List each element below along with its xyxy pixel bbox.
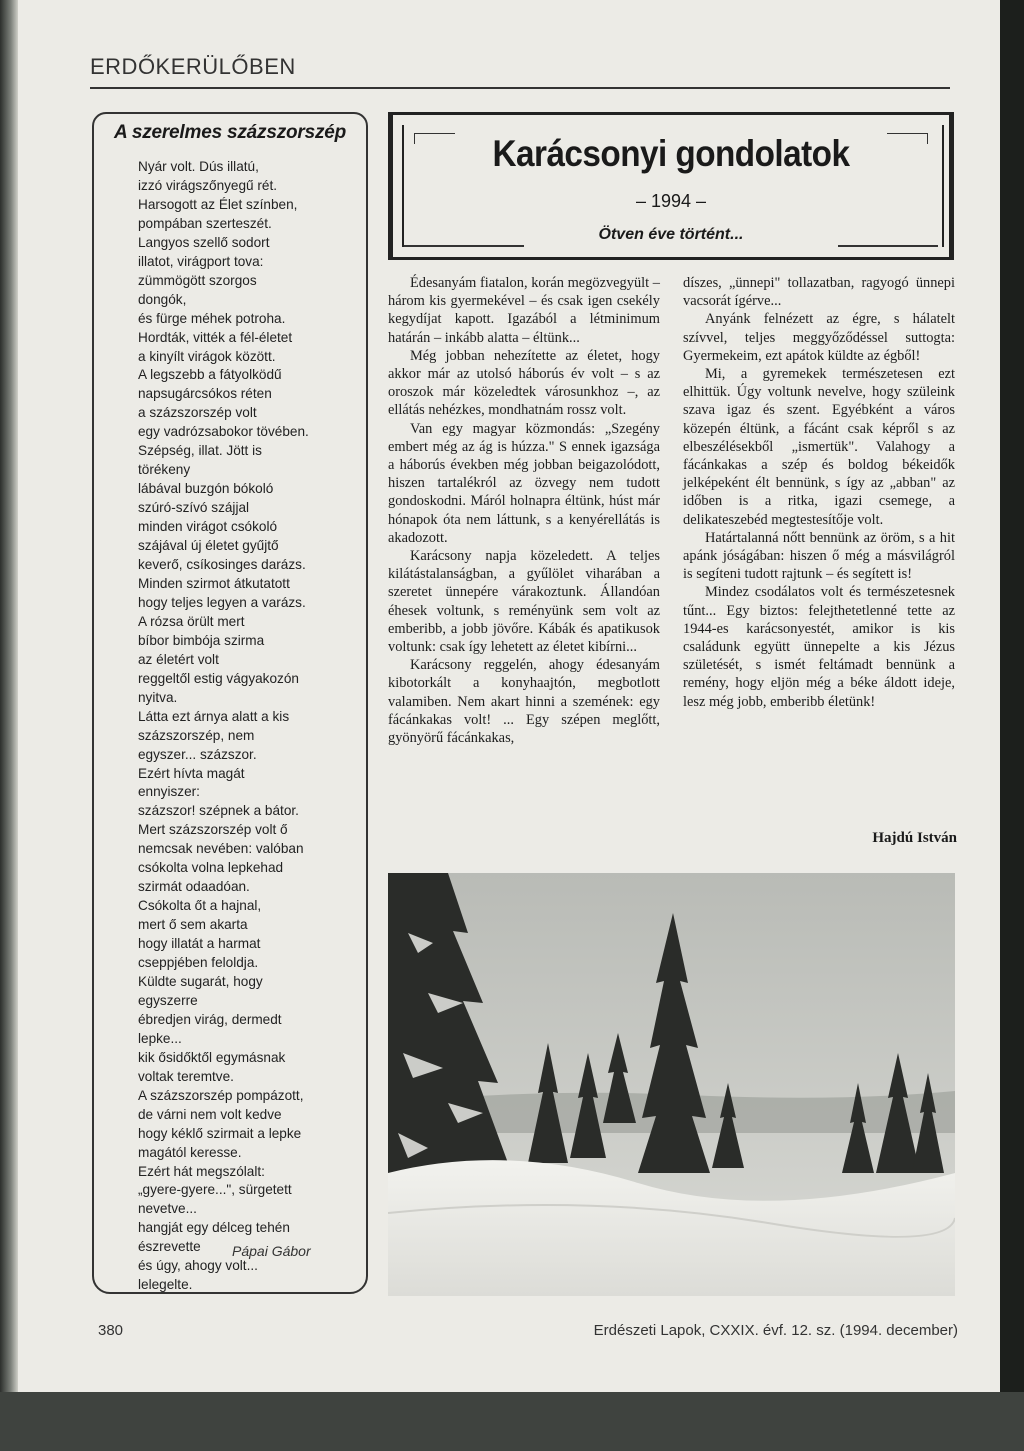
poem-line: egyszerre: [138, 992, 198, 1008]
poem-line: Minden szirmot átkutatott: [138, 575, 290, 591]
poem-line: ennyiszer:: [138, 784, 200, 800]
article-paragraph: díszes, „ünnepi" tollazatban, ragyogó ünnepi vacsorát ígérve...: [683, 275, 955, 310]
poem-line: lelegelte.: [138, 1277, 193, 1293]
scan-edge: [1000, 0, 1024, 1392]
poem-line: dongók,: [138, 291, 187, 307]
poem-line: Szépség, illat. Jött is: [138, 443, 262, 459]
poem-line: hogy kéklő szirmait a lepke: [138, 1125, 302, 1141]
poem-line: Harsogott az Élet színben,: [138, 196, 298, 212]
book-spine: [0, 0, 18, 1451]
poem-line: mert ő sem akarta: [138, 917, 248, 933]
article-column-2: [683, 274, 955, 711]
poem-line: a kinyílt virágok között.: [138, 348, 276, 364]
scan-background: [0, 1392, 1024, 1451]
poem-line: törékeny: [138, 462, 191, 478]
poem-line: Nyár volt. Dús illatú,: [138, 159, 259, 174]
poem-line: Ezért hívta magát: [138, 765, 245, 781]
poem-line: izzó virágszőnyegű rét.: [138, 177, 278, 193]
poem-line: kik ősidőktől egymásnak: [138, 1049, 286, 1065]
article-subtitle: Ötven éve történt...: [598, 226, 744, 243]
article-paragraph: Karácsony reggelén, ahogy édesanyám kibotorkált a konyhaajtón, megbotlott valamiben. Nem akart hinni a szemének: egy fácánkakas volt! ... Egy szépen meglőtt, gyönyörű fácánkakas,: [388, 657, 660, 747]
poem-line: pompában szerteszét.: [138, 215, 272, 231]
poem-line: szúró-szívó szájjal: [138, 500, 250, 516]
poem-line: Langyos szellő sodort: [138, 234, 270, 250]
poem-line: A százszorszép pompázott,: [138, 1087, 304, 1103]
poem-line: százszor! szépnek a bátor.: [138, 803, 299, 819]
article-title: Karácsonyi gondolatok: [492, 133, 850, 174]
article-column-1: [388, 274, 660, 747]
article-author: Hajdú István: [872, 830, 957, 846]
poem-line: de várni nem volt kedve: [138, 1106, 282, 1122]
poem-line: reggeltől estig vágyakozón: [138, 670, 299, 686]
poem-line: egy vadrózsabokor tövében.: [138, 424, 309, 440]
poem-line: „gyere-gyere...", sürgetett: [138, 1182, 292, 1198]
page-number: 380: [98, 1322, 124, 1339]
poem-line: magától keresse.: [138, 1144, 242, 1160]
poem-line: szirmát odaadóan.: [138, 879, 250, 895]
article-paragraph: Mindez csodálatos volt és természetesnek tűnt... Egy biztos: felejthetetlenné tette az 1944-es karácsonyestét, amikor is kis családunk együtt ünnepelte a kis Jézus születését, s ismét feltámadt bennünk a remény, hogy eljön még a béke áldott ideje, lesz még jobb, emberibb életünk!: [683, 584, 955, 710]
poem-line: voltak teremtve.: [138, 1068, 234, 1084]
poem-line: Csókolta őt a hajnal,: [138, 898, 262, 914]
poem-line: Ezért hát megszólalt:: [138, 1163, 265, 1179]
winter-forest-photo: [388, 873, 955, 1296]
poem-line: bíbor bimbója szirma: [138, 632, 265, 648]
poem-line: minden virágot csókoló: [138, 519, 278, 535]
poem-line: keverő, csíkosinges darázs.: [138, 557, 306, 573]
poem-line: A legszebb a fátyolködű: [138, 367, 282, 383]
poem-line: és úgy, ahogy volt...: [138, 1258, 258, 1274]
poem-line: Mert százszorszép volt ő: [138, 822, 288, 838]
article-year: – 1994 –: [635, 191, 707, 211]
article-paragraph: Még jobban nehezítette az életet, hogy akkor már az utolsó háborús év volt – s az oroszok már közeledtek városunkhoz –, az ellátás nehézkes, mondhatnám rossz volt.: [388, 347, 660, 419]
poem-text: [138, 158, 366, 1295]
poem-line: és fürge méhek potroha.: [138, 310, 286, 326]
poem-line: egyszer... százszor.: [138, 746, 257, 762]
poem-line: napsugárcsókos réten: [138, 386, 272, 402]
poem-line: csókolta volna lepkehad: [138, 860, 284, 876]
article-paragraph: Határtalanná nőtt bennünk az öröm, s a hit apánk jóságában: hiszen ő még a másvilágról is segíteni tudott rajtunk – és segített is!: [683, 529, 955, 583]
poem-line: nyitva.: [138, 689, 178, 705]
poem-line: nemcsak nevében: valóban: [138, 841, 304, 857]
poem-line: százszorszép, nem: [138, 727, 255, 743]
article-paragraph: Anyánk felnézett az égre, s hálatelt szívvel, teljes meggyőződéssel suttogta: Gyermekeim, ezt apátok küldte az égből!: [683, 311, 955, 364]
poem-line: szájával új életet gyűjtő: [138, 538, 279, 554]
poem-line: illatot, virágport tova:: [138, 253, 264, 269]
poem-line: A rózsa örült mert: [138, 613, 245, 629]
article-paragraph: Van egy magyar közmondás: „Szegény embert még az ág is húzza." S ennek igazsága a háborús években még jobban beigazolódott, hiszen tartalékról az özvegy nem tudott gondoskodni. Máról holnapra éltünk, húst már hónapok óta nem láttunk, s a kenyérellátás is akadozott.: [388, 420, 660, 546]
poem-line: Hordták, vitték a fél-életet: [138, 329, 293, 345]
poem-line: hogy illatát a harmat: [138, 936, 261, 952]
poem-line: hangját egy délceg tehén: [138, 1220, 290, 1236]
poem-title: A szerelmes százszorszép: [113, 122, 347, 143]
poem-line: az életért volt: [138, 651, 219, 667]
article-paragraph: Karácsony napja közeledett. A teljes kilátástalanságban, a gyűlölet viharában a szeretet ünnepére várakoztunk. Állandóan éhesek voltunk, s reményünk sem volt az emberibb, a jobb jövőre. Kábák és apatikusok voltunk: csak így lehetett az életet kibírni...: [388, 548, 660, 656]
poem-line: Látta ezt árnya alatt a kis: [138, 708, 290, 724]
poem-line: hogy teljes legyen a varázs.: [138, 594, 306, 610]
poem-line: a százszorszép volt: [138, 405, 257, 421]
poem-line: ébredjen virág, dermedt: [138, 1011, 282, 1027]
poem-box: [92, 112, 368, 1294]
poem-line: észrevette: [138, 1239, 201, 1255]
poem-line: nevetve...: [138, 1201, 197, 1217]
header-rule: [90, 87, 950, 89]
poem-author: Pápai Gábor: [232, 1243, 311, 1259]
journal-citation: Erdészeti Lapok, CXXIX. évf. 12. sz. (1994. december): [593, 1322, 958, 1339]
article-paragraph: Mi, a gyremekek természetesen ezt elhittük. Úgy voltunk nevelve, hogy szüleink szava igaz és szent. Egyébként a város közepén éltünk, a fácánt csak képről s az elbeszélésekből „ismertük". Valahogy a fácánkakas a szép és boldog békeidők jelképeként élt bennünk, s így az „abban" az időben is a ritka, igazi csemege, a delikateszebéd megtestesítője volt.: [683, 366, 955, 528]
section-header: ERDŐKERÜLŐBEN: [90, 54, 296, 79]
poem-line: lepke...: [138, 1030, 182, 1046]
article-paragraph: Édesanyám fiatalon, korán megözvegyült – három kis gyermekével – és csak igen csekély kegydíjat kapott. Igazából a létminimum határán – inkább alatta – éltünk...: [388, 275, 660, 346]
article-header-box: [388, 112, 954, 260]
poem-line: zümmögött szorgos: [138, 272, 257, 288]
poem-line: lábával buzgón bókoló: [138, 481, 274, 497]
poem-line: cseppjében feloldja.: [138, 955, 259, 971]
poem-line: Küldte sugarát, hogy: [138, 973, 263, 989]
